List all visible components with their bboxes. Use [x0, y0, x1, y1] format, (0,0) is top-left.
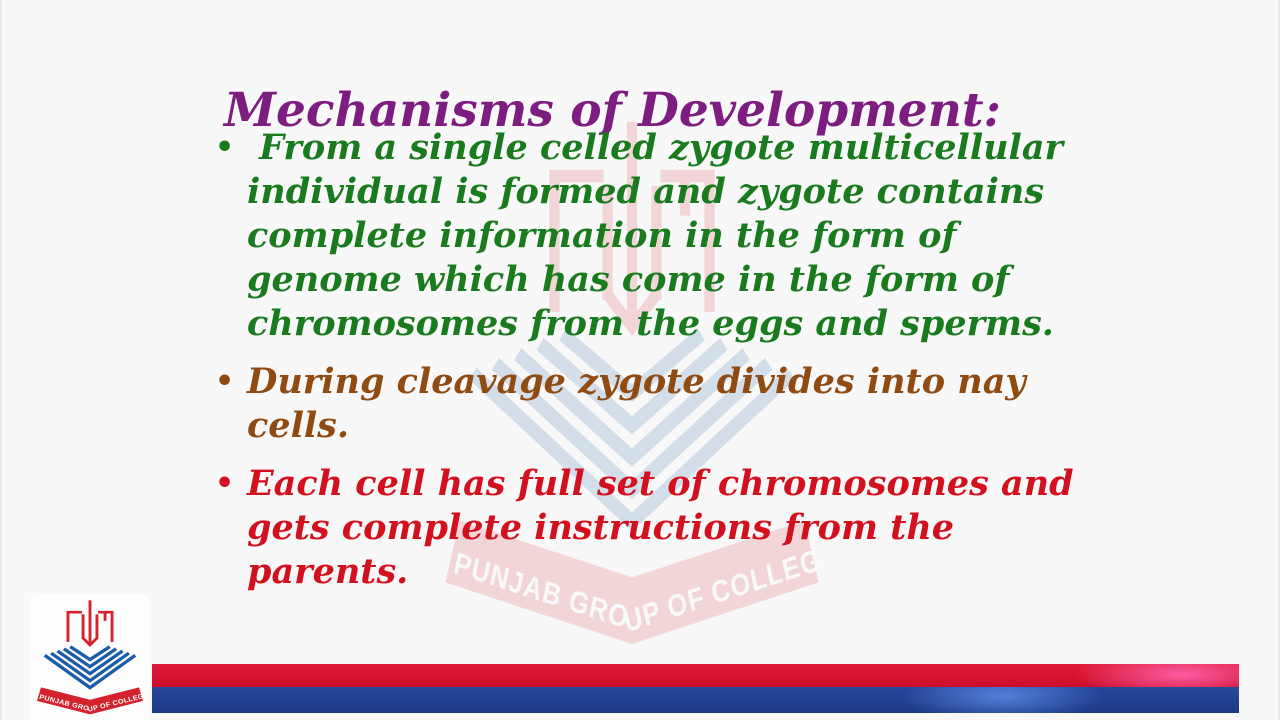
bullet-list: [207, 126, 1074, 608]
bullet-marker: •: [215, 466, 235, 501]
punjab-logo: [30, 594, 150, 720]
bullet-line: gets complete instructions from the: [247, 507, 955, 548]
bullet-item-chromosomes: [207, 462, 1074, 594]
page-title: Mechanisms of Development:: [224, 83, 1001, 139]
bullet-line: individual is formed and zygote contains: [247, 171, 1045, 212]
bullet-line: During cleavage zygote divides into nay: [247, 361, 1026, 402]
bullet-text: [247, 462, 1074, 594]
bullet-line: parents.: [247, 551, 409, 592]
bullet-line: complete information in the form of: [247, 215, 957, 256]
bullet-line: genome which has come in the form of: [247, 259, 1010, 300]
bottom-bar-red: [152, 664, 1239, 687]
bullet-item-cleavage: [207, 360, 1074, 448]
bullet-text: [247, 126, 1063, 346]
punjab-logo-graphic: [32, 596, 148, 720]
bullet-line: cells.: [247, 405, 350, 446]
bullet-item-zygote: [207, 126, 1074, 346]
bullet-marker: •: [215, 130, 235, 165]
bottom-bar-blue: [152, 687, 1239, 713]
bullet-text: [247, 360, 1026, 448]
bullet-line: Each cell has full set of chromosomes and: [247, 463, 1074, 504]
bullet-line: From a single celled zygote multicellular: [247, 127, 1063, 168]
bullet-line: chromosomes from the eggs and sperms.: [247, 303, 1054, 344]
bullet-marker: •: [215, 364, 235, 399]
